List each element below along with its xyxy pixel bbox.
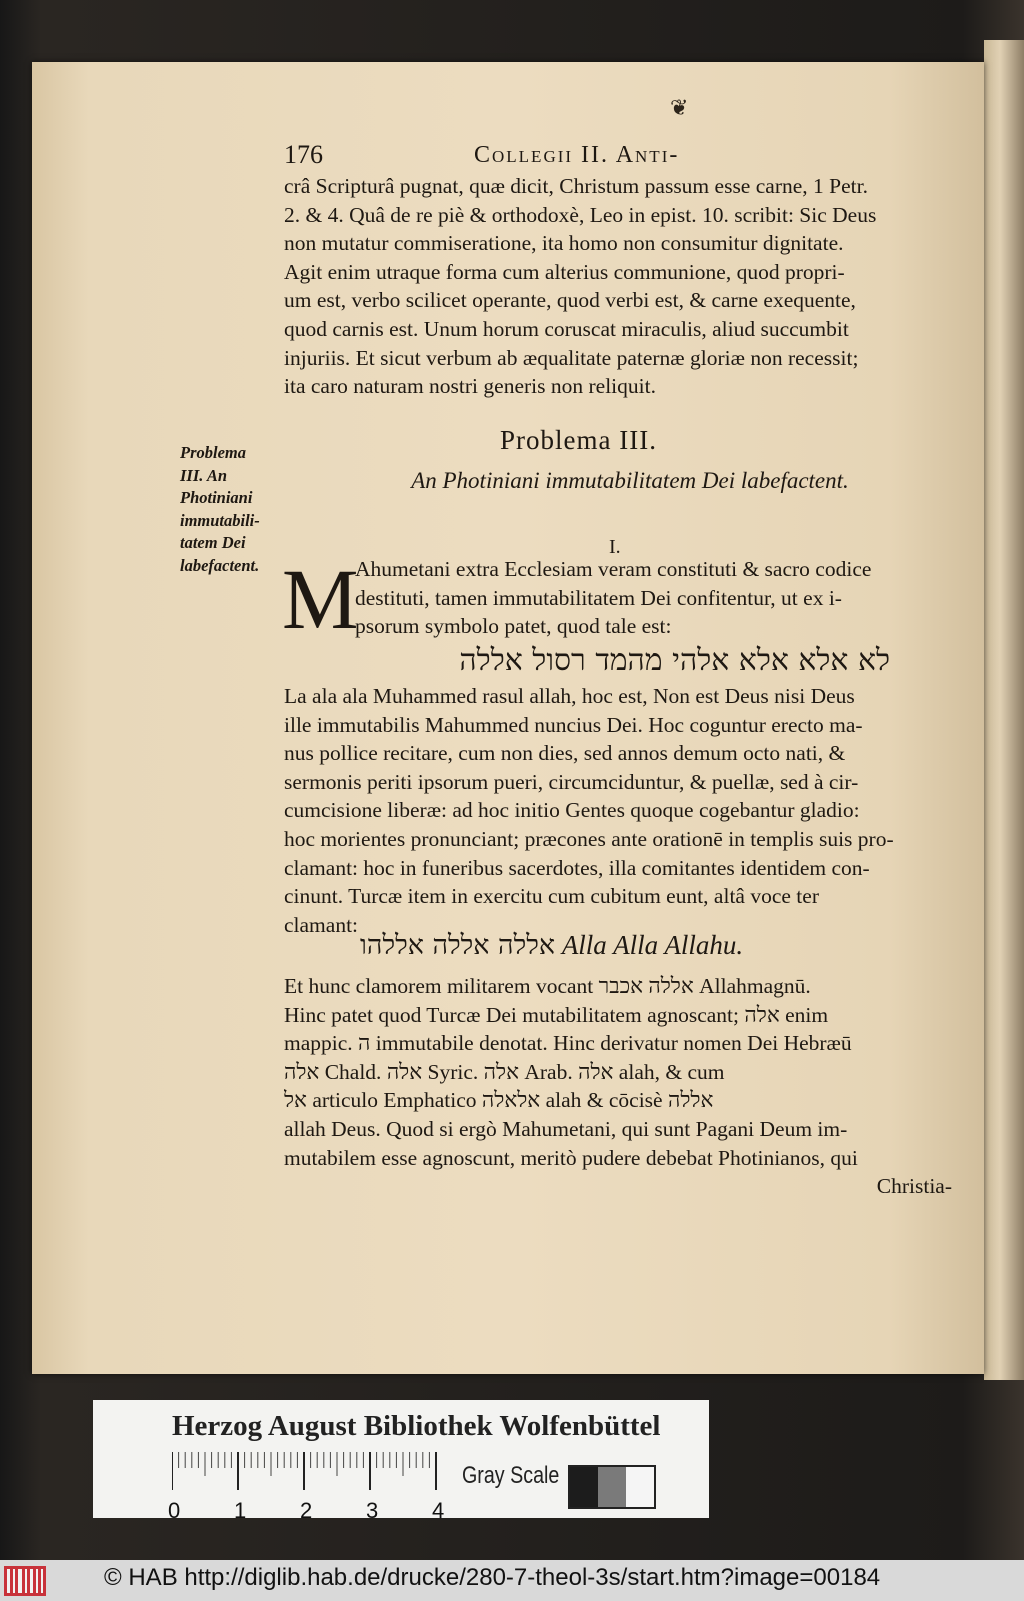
hebrew-war-cry: אללה אללה אללהו (360, 930, 556, 961)
text-line: ita caro naturam nostri generis non reliquit. (284, 374, 656, 399)
text-line: Et hunc clamorem militarem vocant אללה אכבר Allahmagnū. (284, 974, 811, 998)
margin-note (180, 442, 290, 577)
ornament-icon: ❦ (670, 95, 689, 120)
copyright-url[interactable]: © HAB http://diglib.hab.de/drucke/280-7-theol-3s/start.htm?image=00184 (104, 1564, 881, 1591)
running-head-title: Collegii II. Anti- (474, 142, 680, 168)
text-line: quod carnis est. Unum horum coruscat miraculis, aliud succumbit (284, 316, 849, 341)
barcode-icon (4, 1566, 46, 1596)
text-line: clamant: (284, 912, 359, 937)
library-name: Herzog August Bibliothek Wolfenbüttel (172, 1410, 661, 1442)
text-line: hoc morientes pronunciant; præcones ante orationē in templis suis pro- (284, 826, 894, 851)
swatch-black (570, 1467, 598, 1507)
text-line: Agit enim utraque forma cum alterius communione, quod propri- (284, 259, 845, 284)
text-line: ille immutabilis Mahummed nuncius Dei. Hoc coguntur erecto ma- (284, 712, 863, 737)
section-number: I. (609, 536, 621, 558)
text-line: אלה Chald. אלה Syric. אלה Arab. אלה alah, & cum (284, 1059, 725, 1084)
middle-paragraph (284, 682, 952, 939)
margin-note-line: tatem Dei (180, 533, 246, 552)
bottom-paragraph (284, 972, 952, 1201)
swatch-white (626, 1467, 654, 1507)
margin-note-line: immutabili- (180, 510, 260, 530)
hebrew-creed: לא אלא אלא אלהי מהמד רסול אללה (459, 643, 890, 678)
text-line: crâ Scripturâ pugnat, quæ dicit, Christum passum esse carne, 1 Petr. (284, 174, 868, 198)
first-paragraph (355, 555, 952, 641)
latin-war-cry: Alla Alla Allahu. (561, 930, 744, 960)
top-paragraph (284, 172, 952, 401)
problem-heading: Problema III. (500, 425, 657, 455)
ruler-number: 4 (432, 1498, 445, 1523)
text-line: psorum symbolo patet, quod tale est: (355, 614, 672, 639)
catchword: Christia- (876, 1174, 952, 1199)
swatch-gray (598, 1467, 626, 1507)
text-line: sermonis periti ipsorum pueri, circumciduntur, & puellæ, sed à cir- (284, 769, 859, 794)
text-line: allah Deus. Quod si ergò Mahumetani, qui sunt Pagani Deum im- (284, 1116, 848, 1141)
text-line: destituti, tamen immutabilitatem Dei confitentur, ut ex i- (355, 585, 842, 610)
ruler-number: 3 (366, 1498, 379, 1523)
text-line: clamant: hoc in funeribus sacerdotes, illa comitantes identidem con- (284, 855, 870, 880)
text-line: 2. & 4. Quâ de re piè & orthodoxè, Leo in epist. 10. scribit: Sic Deus (284, 202, 877, 227)
ruler-number: 0 (168, 1498, 181, 1523)
adjacent-page-edge (984, 40, 1024, 1380)
text-line: Ahumetani extra Ecclesiam veram constituti & sacro codice (355, 557, 872, 581)
text-line: cinunt. Turcæ item in exercitu cum cubitum eunt, altâ voce ter (284, 884, 819, 909)
running-head (284, 138, 964, 170)
text-line: cumcisione liberæ: ad hoc initio Gentes quoque cogebantur gladio: (284, 798, 860, 823)
text-line: injuriis. Et sicut verbum ab æqualitate paternæ gloriæ non recessit; (284, 345, 859, 370)
scale-ruler (172, 1452, 442, 1492)
margin-note-line: Problema (180, 443, 246, 462)
text-line: אל articulo Emphatico אלאלה alah & cōcisè אללה (284, 1088, 714, 1113)
ruler-number: 2 (300, 1498, 313, 1523)
margin-note-line: labefactent. (180, 555, 260, 575)
text-line: mutabilem esse agnoscunt, meritò pudere debebat Photinianos, qui (284, 1145, 858, 1170)
grayscale-swatch (568, 1465, 656, 1509)
text-line: La ala ala Muhammed rasul allah, hoc est, Non est Deus nisi Deus (284, 684, 855, 708)
margin-note-line: Photiniani (180, 488, 253, 507)
text-line: um est, verbo scilicet operante, quod verbi est, & carne exequente, (284, 288, 856, 313)
text-line: Hinc patet quod Turcæ Dei mutabilitatem agnoscant; אלה enim (284, 1002, 829, 1027)
margin-note-line: III. An (180, 465, 228, 485)
drop-cap: M (282, 551, 359, 647)
problem-subtitle: An Photiniani immutabilitatem Dei labefactent. (411, 468, 849, 493)
text-line: mappic. ה immutabile denotat. Hinc derivatur nomen Dei Hebræū (284, 1031, 852, 1056)
ruler-number: 1 (234, 1498, 247, 1523)
text-line: non mutatur commiseratione, ita homo non consumitur dignitate. (284, 231, 844, 256)
text-line: nus pollice recitare, cum non dies, sed annos demum octo nati, & (284, 741, 846, 766)
war-cry-line (360, 930, 743, 961)
page-number: 176 (284, 140, 323, 169)
grayscale-label: Gray Scale (462, 1462, 560, 1489)
